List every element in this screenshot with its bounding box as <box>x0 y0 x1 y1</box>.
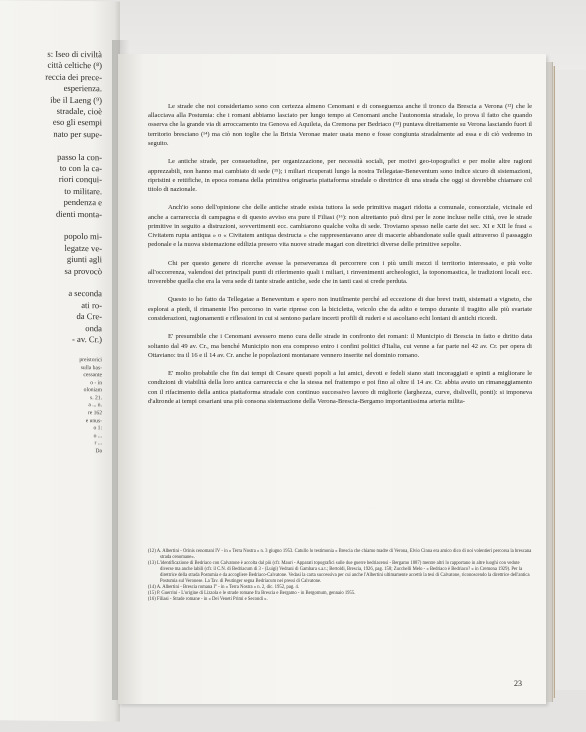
left-page-line: reccia dei prece- <box>45 71 102 83</box>
left-page-footnote-fragment: re 162 <box>87 410 102 417</box>
left-page-line: nato per supe- <box>53 128 102 140</box>
left-page-gap <box>0 139 102 152</box>
left-facing-page <box>0 0 120 721</box>
left-page-line: eso gli esempi <box>52 117 102 128</box>
left-page-gap <box>0 219 102 232</box>
left-page-line: pendenza e <box>63 197 102 208</box>
left-page-footnote-fragment: a ... n. <box>88 402 102 409</box>
footnote: (13) L'identificazione di Bedriaco con Calvatone è accolta dal più (cfr. Mauri - Apparati topografici sulle due guerre bedriacensi - Bergamo 1887) mentre altri lo rapportano in altre luoghi con vedute diverse ma anche labili (cfr. il C.N. di Bedriacum di 3 - (Luigi) Vedrani di Gambara s.a.t.; Bertoldi, Brescia, 1926, pag. 158; Zucchelli Melo - « Bedriaco è Bedriaco? » in Cremona 1929). Per la direttrice della strada Postumia e da accogliere Bedriaco-Calvatone. Vedasi la carta successiva per cui anche l'Albertini ultimamente accettò la tesi di Calvatone, riconoscendo la direttrice dell'antica Postumia sul Veronese. La Tav. di Peutinger segna Bedriacum nei pressi di Calvatone. <box>148 561 530 585</box>
page-edge <box>546 62 553 702</box>
left-page-gap <box>0 276 102 289</box>
left-page-footnote-fragment: s. 21. <box>90 395 102 402</box>
body-paragraph: Le strade che noi consideriamo sono con certezza almeno Cenomani e di conseguenza anche il tronco da Brescia a Verona (¹²) che le allacciava alla Postumia: che i romani abbiamo lasciato per lungo tempo ai Cenomani anche l'autonomia stradale, lo prova il fatto che quando osserva che la grande via di arroccamento tra Genova ed Aquileia, da Cremona per Bedriaco (¹³) puntava direttamente su Verona lasciando fuori il territorio bresciano (¹⁴) ma ciò non toglie che la Brixia Veronae mater usata meno e fosse congiunta stradalmente ad essa e di ciò vedremo in seguito. <box>148 103 532 147</box>
left-page-footnote-fragment: cessante <box>83 372 102 379</box>
left-page-line: esperienza. <box>63 83 102 94</box>
left-page-footnote-fragment: Da <box>95 448 102 455</box>
body-paragraph: Questo io ho fatto da Tellegatae a Beneventum e spero non inutilmente perché ad eccezione di due brevi tratti, sistemati a vigneto, che esplorai a piedi, il rimanente l'ho percorso in varie riprese con la bicicletta, veicolo che da adito e tempo durante il tragitto alle più svariate considerazioni, ragionamenti e riflessioni in cui si sentono parlare incerti profili di ruderi e si ascoltano echi lontani di antichi ricordi. <box>148 296 532 322</box>
left-page-line: sa provocò <box>64 265 102 276</box>
left-page-line: da Cre- <box>76 311 102 322</box>
left-page-line: a seconda <box>68 288 102 299</box>
left-page-footnote-fragment: o ... <box>93 433 102 440</box>
left-page-line: ibe il Laeng (⁹) <box>50 94 102 105</box>
left-page-line: riori conqui- <box>58 174 102 185</box>
left-page-line: - av. Cr.) <box>72 334 102 345</box>
left-page-line: città celtiche (⁸) <box>47 60 102 71</box>
left-page-footnote-fragment: e unus- <box>85 417 102 424</box>
left-page-line: giunti agli <box>66 254 102 265</box>
left-page-footnote-fragment: o 1: <box>93 425 102 432</box>
left-page-footnote-fragment: r ... <box>94 440 102 447</box>
left-page-line: ati ro- <box>81 299 102 311</box>
left-page-line: popolo mi- <box>64 231 102 242</box>
body-paragraph: Anch'io sono dell'opinione che delle antiche strade esista tuttora la sede primitiva magari ridotta a comunale, consorziale, vicinale ed anche a carrareccia di campagna e di questo avviso era pure il Filiasi (¹⁶): non altrettanto può dirsi per le zone incluse nelle città, ove le strade primitive in seguito a distruzioni, sovvertimenti ecc. cambiarono qualche volta di sede. Troviamo spesso nelle carte dei sec. XI e XII le frasi « Civitatem rupta antiqua » o « Civitatem antiqua destructa » che rappresentavano aree di macerie abbandonate sulle quali attraverso il passaggio pedonale e la nuova sistemazione edilizia presero vita nuove strade magari con direttrici diverse delle primitive sepolte. <box>148 204 532 249</box>
left-page-footnote-fragment: sulla bas- <box>80 364 102 371</box>
footnote: (16) Filiasi - Strade romane - in « Dei Veneti Primi e Secondi ». <box>148 597 268 603</box>
left-page-line: dienti monta- <box>55 208 102 219</box>
footnote: (14) A. Albertini - Brescia romana I° - in « Terra Nostra » n. 2, dic. 1952, pag. 4. <box>148 585 300 591</box>
body-paragraph: E' molto probabile che fin dai tempi di Cesare questi popoli a lui amici, devoti e fedeli siano stati incoraggiati e spinti a migliorare le condizioni di viabilità della loro antica carrareccia e che la stessa nel frattempo e poi fino al oltre il 14 av. Cr. abbia avuto un rimaneggiamento con il rifacimento della antica piattaforma stradale con continuo successivo lavoro di migliorie (larghezza, curve, dislivelli, ponti): si imponeva d'altronde ai tempi cesariani una più consona sistemazione della Verona-Brescia-Bergamo importantissima arteria milita- <box>148 370 532 405</box>
left-page-line: onda <box>85 322 102 333</box>
page-number: 23 <box>514 679 522 688</box>
left-page-footnote-fragment: oloniam <box>83 387 102 394</box>
left-page-line: to militare. <box>64 185 102 197</box>
main-body-text <box>148 102 532 415</box>
left-page-line: s: Iseo di civiltà <box>47 48 102 60</box>
footnote: (15) P. Guerrini - L'origine di Lizzola e le strade romane fra Brescia e Bergamo - in Bergomum, gennaio 1955. <box>148 591 356 597</box>
left-page-line: to con la ca- <box>59 162 102 174</box>
footnote: (12) A. Albertini - Orinis cenomani IV - in « Terra Nostra » n. 3 giugno 1953. Catullo lo testimonia « Brescia che chiamo madre di Verona, Elvio Cinna era amico dico di noi volentieri percorsa la brescana strada cenomane». <box>148 549 532 561</box>
footnotes <box>148 549 532 603</box>
left-page-line: legatze ve- <box>64 242 102 254</box>
left-page-footnote-fragment: o - in <box>90 379 102 386</box>
left-page-text <box>0 48 102 456</box>
body-paragraph: Le antiche strade, per consuetudine, per organizzazione, per necessità sociali, per motivi geo-topografici e per molte altre ragioni apprezzabili, non hanno mai cambiato di sede (¹⁵); i miliari ricuperati lungo la nostra Tellegatae-Beneventum sono indice sicuro di sistemazioni, ripristini e rettifiche, in epoca romana della primitiva originaria piattaforma stradale o direttrice di una strada che oggi si dovrebbe chiamare col titolo di nazionale. <box>148 158 532 193</box>
body-paragraph: E' presumibile che i Cenomani avessero meno cura delle strade in confronto dei romani: il Municipio di Brescia in fatto e diritto data soltanto dal 49 av. Cr., ma benché Municipio non era compreso entro i confini politici d'Italia, cui venne a far parte nel 42 av. Cr. per opera di Ottaviano: tra il 16 e il 14 av. Cr. anche le popolazioni montanare vennero inserite nel dominio romano. <box>148 333 532 359</box>
left-page-footnote-fragment: preistorici <box>79 356 102 364</box>
left-page-line: passo la con- <box>57 151 102 162</box>
left-page-gap <box>0 344 102 357</box>
left-page-line: stradale, cioè <box>56 105 102 117</box>
body-paragraph: Chi per questo genere di ricerche avesse la perseveranza di percorrere con i più umili mezzi il territorio interessato, e più volte all'occorrenza, valendosi dei principali punti di riferimento quali i miliari, i rinvenimenti archeologici, la toponomastica, le tradizioni locali ecc. troverebbe quella che era la vera sede di tante strade antiche, sede che in tanti casi si crede perduta. <box>148 259 532 286</box>
